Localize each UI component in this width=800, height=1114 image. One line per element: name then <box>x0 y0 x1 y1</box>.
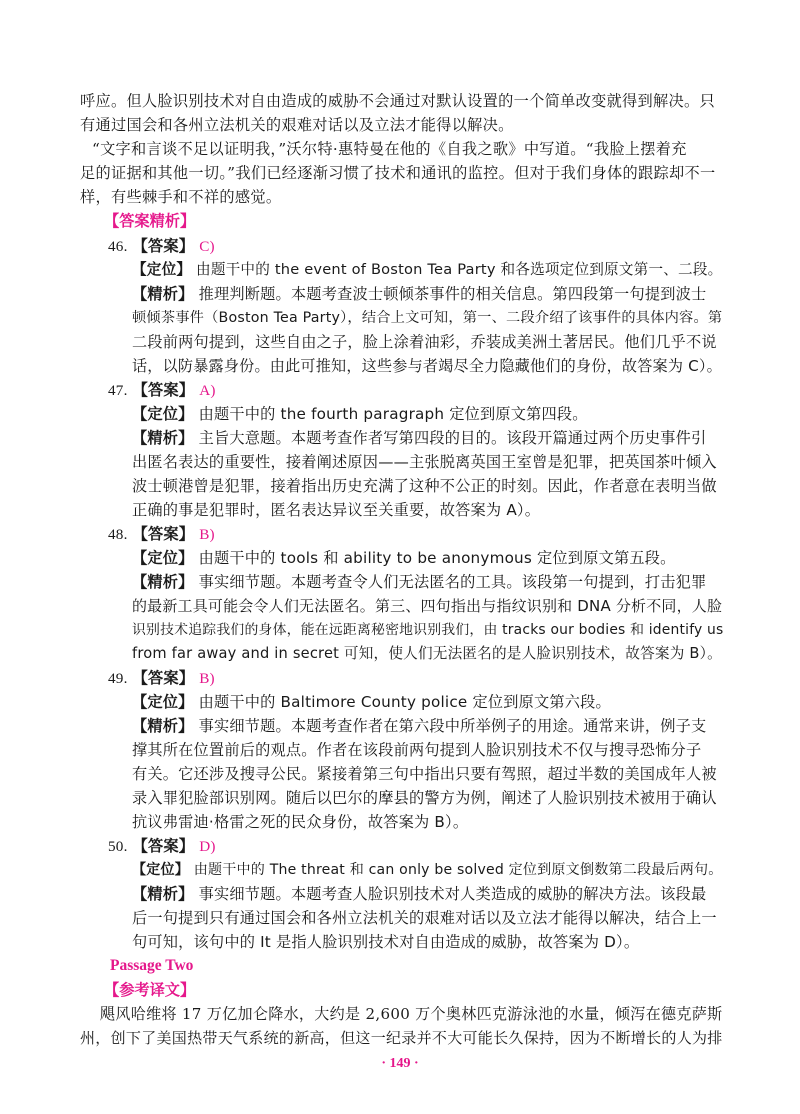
item-46-analysis-row <box>132 284 706 304</box>
locate-label: 【定位】 <box>132 549 194 567</box>
answer-analysis-heading: 【答案精析】 <box>104 212 196 230</box>
analysis-text: 事实细节题。本题考查作者在第六段中所举例子的用途。通常来讲，例子支 <box>198 717 707 735</box>
passage-two-heading: Passage Two <box>110 957 194 974</box>
analysis-line: 句可知，该句中的 It 是指人脸识别技术对自由造成的威胁，故答案为 D）。 <box>132 933 640 951</box>
analysis-line: 波士顿港曾是犯罪，接着指出历史充满了这种不公正的时刻。因此，作者意在表明当做 <box>132 477 717 495</box>
analysis-line: from far away and in secret 可知，使人们无法匿名的是人脸识别技术，故答案为 B）。 <box>132 645 722 662</box>
answer-label: 【答案】 <box>132 237 195 255</box>
answer-value: A) <box>199 382 216 399</box>
answer-value: B) <box>199 526 215 543</box>
item-46-locate-row <box>132 260 722 280</box>
item-48-answer-row <box>108 524 215 545</box>
analysis-line: 抗议弗雷迪·格雷之死的民众身份，故答案为 B）。 <box>132 813 469 831</box>
analysis-line: 识别技术追踪我们的身体，能在远距离秘密地识别我们，由 tracks our bodies 和 identify us <box>132 622 724 638</box>
locate-text: 由题干中的 tools 和 ability to be anonymous 定位到原文第五段。 <box>198 549 676 567</box>
analysis-text: 事实细节题。本题考查令人们无法匿名的工具。该段第一句提到，打击犯罪 <box>198 573 707 591</box>
translation-line: “文字和言谈不足以证明我，”沃尔特·惠特曼在他的《自我之歌》中写道。“我脸上摆着充 <box>92 140 687 158</box>
analysis-label: 【精析】 <box>132 717 194 735</box>
analysis-text: 事实细节题。本题考查人脸识别技术对人类造成的威胁的解决方法。该段最 <box>198 885 707 903</box>
answer-value: B) <box>199 670 215 687</box>
analysis-line: 顿倾茶事件（Boston Tea Party），结合上文可知，第一、二段介绍了该事件的具体内容。第 <box>132 310 723 326</box>
locate-text: 由题干中的 Baltimore County police 定位到原文第六段。 <box>198 693 611 711</box>
analysis-line: 话，以防暴露身份。由此可推知，这些参与者竭尽全力隐藏他们的身份，故答案为 C）。 <box>132 357 722 375</box>
answer-label: 【答案】 <box>132 525 195 543</box>
item-number: 47. <box>108 382 128 399</box>
item-50-locate-row <box>132 860 723 880</box>
reference-translation-heading: 【参考译文】 <box>104 981 196 999</box>
analysis-line: 录入罪犯脸部识别网。随后以巴尔的摩县的警方为例，阐述了人脸识别技术被用于确认 <box>132 789 717 807</box>
item-50-answer-row <box>108 836 216 857</box>
analysis-line: 撑其所在位置前后的观点。作者在该段前两句提到人脸识别技术不仅与搜寻恐怖分子 <box>132 741 702 759</box>
item-number: 48. <box>108 526 128 543</box>
item-47-answer-row <box>108 380 216 401</box>
locate-label: 【定位】 <box>132 862 190 878</box>
item-49-answer-row <box>108 668 215 689</box>
analysis-line: 有关。它还涉及搜寻公民。紧接着第三句中指出只要有驾照，超过半数的美国成年人被 <box>132 765 717 783</box>
translation-line: 飓风哈维将 17 万亿加仑降水，大约是 2,600 万个奥林匹克游泳池的水量，倾泻在德克萨斯 <box>100 1005 723 1023</box>
analysis-label: 【精析】 <box>132 429 194 447</box>
analysis-text: 主旨大意题。本题考查作者写第四段的目的。该段开篇通过两个历史事件引 <box>198 429 707 447</box>
item-47-locate-row <box>132 404 588 424</box>
translation-line: 呼应。但人脸识别技术对自由造成的威胁不会通过对默认设置的一个简单改变就得到解决。只 <box>80 92 715 110</box>
locate-text: 由题干中的 the event of Boston Tea Party 和各选项定位到原文第一、二段。 <box>196 261 723 278</box>
translation-line: 州，创下了美国热带天气系统的新高，但这一纪录并不大可能长久保持，因为不断增长的人为排 <box>80 1029 723 1047</box>
analysis-line: 二段前两句提到，这些自由之子，脸上涂着油彩，乔装成美洲土著居民。他们几乎不说 <box>132 333 717 351</box>
analysis-label: 【精析】 <box>132 573 194 591</box>
locate-text: 由题干中的 the fourth paragraph 定位到原文第四段。 <box>198 405 588 423</box>
item-number: 49. <box>108 670 128 687</box>
analysis-label: 【精析】 <box>132 885 194 903</box>
item-48-analysis-row <box>132 572 706 592</box>
answer-value: C) <box>199 238 215 255</box>
analysis-line: 的最新工具可能会令人们无法匿名。第三、四句指出与指纹识别和 DNA 分析不同，人脸 <box>132 597 723 615</box>
translation-line: 样，有些棘手和不祥的感觉。 <box>80 188 282 206</box>
answer-label: 【答案】 <box>132 381 195 399</box>
answer-value: D) <box>199 838 216 855</box>
answer-label: 【答案】 <box>132 837 195 855</box>
item-46-answer-row <box>108 236 215 257</box>
locate-label: 【定位】 <box>132 693 194 711</box>
item-47-analysis-row <box>132 428 706 448</box>
page-number: · 149 · <box>381 1056 419 1071</box>
analysis-line: 正确的事是犯罪时，匿名表达异议至关重要，故答案为 A）。 <box>132 501 541 519</box>
locate-text: 由题干中的 The threat 和 can only be solved 定位到原文倒数第二段最后两句。 <box>193 862 723 878</box>
analysis-line: 出匿名表达的重要性，接着阐述原因——主张脱离英国王室曾是犯罪，把英国茶叶倾入 <box>132 453 717 471</box>
analysis-label: 【精析】 <box>132 285 194 303</box>
answer-label: 【答案】 <box>132 669 195 687</box>
locate-label: 【定位】 <box>132 261 192 278</box>
item-50-analysis-row <box>132 884 706 904</box>
translation-line: 有通过国会和各州立法机关的艰难对话以及立法才能得以解决。 <box>80 116 514 134</box>
analysis-line: 后一句提到只有通过国会和各州立法机关的艰难对话以及立法才能得以解决，结合上一 <box>132 909 717 927</box>
item-49-locate-row <box>132 692 611 712</box>
translation-line: 足的证据和其他一切。”我们已经逐渐习惯了技术和通讯的监控。但对于我们身体的跟踪却不一 <box>80 164 716 182</box>
analysis-text: 推理判断题。本题考查波士顿倾茶事件的相关信息。第四段第一句提到波士 <box>198 285 707 303</box>
item-number: 50. <box>108 838 128 855</box>
item-48-locate-row <box>132 548 676 568</box>
locate-label: 【定位】 <box>132 405 194 423</box>
item-49-analysis-row <box>132 716 706 736</box>
item-number: 46. <box>108 238 128 255</box>
